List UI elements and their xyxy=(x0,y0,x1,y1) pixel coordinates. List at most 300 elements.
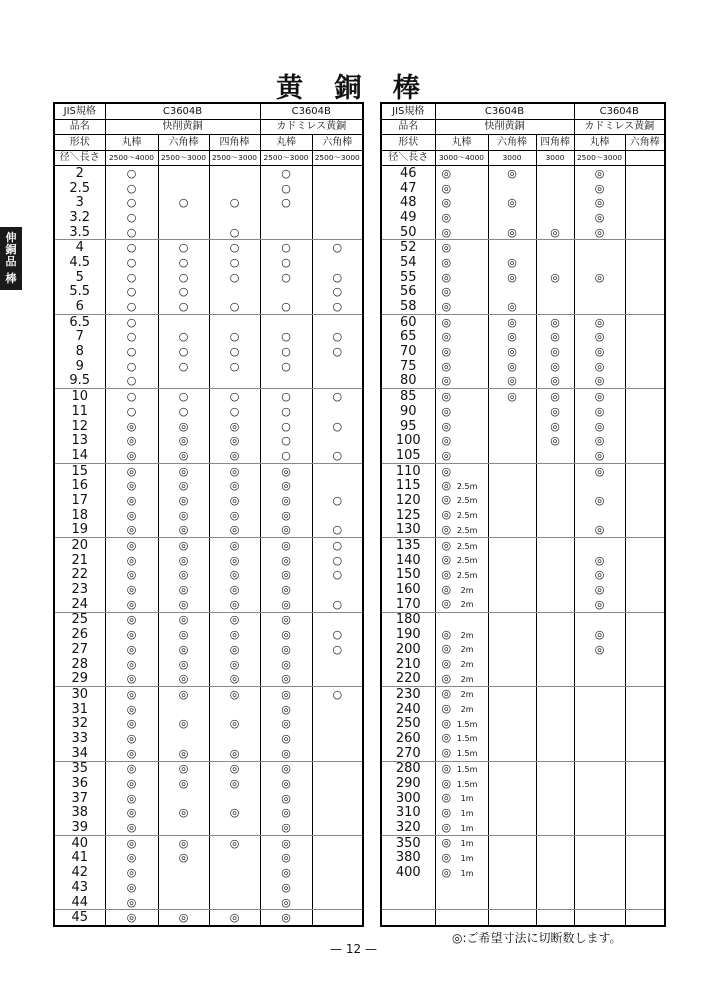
stock-cell xyxy=(574,716,625,731)
size-cell: 190 xyxy=(381,627,435,642)
size-cell: 110 xyxy=(381,463,435,478)
stock-cell xyxy=(625,671,665,686)
stock-cell: ◎ xyxy=(158,716,209,731)
stock-cell: ◎ xyxy=(209,761,260,776)
double-circle-icon: ◎ xyxy=(441,225,452,239)
stock-cell xyxy=(625,225,665,240)
stock-cell xyxy=(625,330,665,345)
stock-cell xyxy=(312,478,363,493)
stock-cell xyxy=(625,627,665,642)
table-row xyxy=(381,895,665,910)
shape-row xyxy=(381,135,665,151)
double-circle-icon: ◎ xyxy=(441,330,452,344)
stock-cell xyxy=(435,642,488,657)
shape-header: 六角棒 xyxy=(625,135,665,151)
stock-cell: ◎ xyxy=(488,166,536,181)
stock-cell: ◎ xyxy=(105,835,158,850)
size-cell: 160 xyxy=(381,582,435,597)
stock-cell: ◎ xyxy=(260,657,312,672)
stock-cell: ◎ xyxy=(158,746,209,761)
shape-label: 形状 xyxy=(381,135,435,151)
size-cell: 6 xyxy=(54,299,105,314)
stock-cell xyxy=(312,657,363,672)
size-cell: 10 xyxy=(54,389,105,404)
double-circle-icon: ◎ xyxy=(441,478,452,492)
stock-cell: ◎ xyxy=(574,627,625,642)
stock-cell xyxy=(488,463,536,478)
size-cell: 42 xyxy=(54,865,105,880)
double-circle-icon: ◎ xyxy=(441,657,452,671)
stock-cell xyxy=(312,508,363,523)
stock-cell: ○ xyxy=(260,433,312,448)
stock-cell: ◎ xyxy=(574,642,625,657)
stock-cell: ◎ xyxy=(158,463,209,478)
stock-cell: ◎ xyxy=(574,314,625,329)
stock-cell xyxy=(574,865,625,880)
stock-cell: ○ xyxy=(105,314,158,329)
table-row xyxy=(54,776,363,791)
stock-cell: ◎ xyxy=(574,553,625,568)
size-cell: 58 xyxy=(381,299,435,314)
double-circle-icon: ◎ xyxy=(441,582,452,596)
size-cell: 4.5 xyxy=(54,255,105,270)
stock-cell: ◎ xyxy=(260,702,312,717)
stock-cell: ○ xyxy=(312,523,363,538)
stock-cell xyxy=(312,716,363,731)
stock-cell xyxy=(435,389,488,404)
stock-cell: ○ xyxy=(209,389,260,404)
table-row xyxy=(381,612,665,627)
stock-cell: ◎ xyxy=(574,463,625,478)
stock-cell xyxy=(158,166,209,181)
stock-cell xyxy=(435,657,488,672)
stock-cell: ◎ xyxy=(536,419,574,434)
stock-cell: ◎ xyxy=(574,597,625,612)
length-note: 2m xyxy=(460,690,474,700)
stock-cell: ○ xyxy=(260,181,312,196)
stock-cell xyxy=(625,895,665,910)
stock-cell: ○ xyxy=(260,270,312,285)
stock-cell: ◎ xyxy=(158,627,209,642)
stock-cell xyxy=(625,687,665,702)
stock-cell xyxy=(574,671,625,686)
stock-cell: ◎ xyxy=(260,761,312,776)
stock-cell xyxy=(435,270,488,285)
stock-cell xyxy=(488,627,536,642)
table-row xyxy=(381,181,665,196)
table-row xyxy=(54,181,363,196)
stock-cell xyxy=(574,746,625,761)
stock-cell xyxy=(574,895,625,910)
table-row xyxy=(381,731,665,746)
double-circle-icon: ◎ xyxy=(441,702,452,716)
stock-cell xyxy=(625,255,665,270)
stock-cell xyxy=(312,776,363,791)
stock-cell xyxy=(435,702,488,717)
stock-cell xyxy=(625,582,665,597)
size-label: 径＼長さ xyxy=(54,150,105,166)
length-header: 2500～3000 xyxy=(312,150,363,166)
double-circle-icon: ◎ xyxy=(441,464,452,478)
stock-cell: ◎ xyxy=(158,538,209,553)
length-note: 2m xyxy=(460,630,474,640)
size-cell: 24 xyxy=(54,597,105,612)
stock-cell xyxy=(625,820,665,835)
stock-cell: ◎ xyxy=(105,508,158,523)
stock-cell xyxy=(435,225,488,240)
stock-cell xyxy=(625,433,665,448)
stock-cell: ○ xyxy=(260,195,312,210)
table-row xyxy=(54,582,363,597)
stock-cell: ◎ xyxy=(536,314,574,329)
stock-cell xyxy=(625,568,665,583)
table-row xyxy=(381,910,665,926)
size-cell: 260 xyxy=(381,731,435,746)
stock-cell: ○ xyxy=(260,359,312,374)
stock-cell xyxy=(435,210,488,225)
length-note: 1m xyxy=(460,808,474,818)
stock-cell xyxy=(488,597,536,612)
stock-cell: ○ xyxy=(260,344,312,359)
table-row xyxy=(381,702,665,717)
stock-cell: ◎ xyxy=(158,508,209,523)
stock-cell xyxy=(625,314,665,329)
double-circle-icon: ◎ xyxy=(441,493,452,507)
stock-cell: ○ xyxy=(312,597,363,612)
table-row xyxy=(54,195,363,210)
stock-cell xyxy=(209,880,260,895)
size-cell: 33 xyxy=(54,731,105,746)
table-row xyxy=(54,851,363,866)
size-cell: 135 xyxy=(381,538,435,553)
size-cell: 55 xyxy=(381,270,435,285)
size-cell: 100 xyxy=(381,433,435,448)
length-note: 2.5m xyxy=(456,511,478,521)
table-row xyxy=(381,463,665,478)
table-row xyxy=(381,210,665,225)
table-row xyxy=(54,240,363,255)
stock-cell: ○ xyxy=(312,642,363,657)
table-row xyxy=(381,240,665,255)
table-row xyxy=(381,285,665,300)
stock-table-right xyxy=(380,102,666,927)
stock-cell xyxy=(158,374,209,389)
table-row xyxy=(381,330,665,345)
shape-header: 丸棒 xyxy=(574,135,625,151)
stock-cell xyxy=(488,508,536,523)
stock-cell: ○ xyxy=(260,240,312,255)
table-row xyxy=(381,433,665,448)
table-row xyxy=(54,255,363,270)
table-row xyxy=(54,448,363,463)
side-tab-char: 棒 xyxy=(5,272,17,285)
table-row xyxy=(54,330,363,345)
stock-cell xyxy=(312,255,363,270)
stock-cell: ◎ xyxy=(260,582,312,597)
table-row xyxy=(381,761,665,776)
stock-cell xyxy=(625,880,665,895)
stock-cell xyxy=(574,776,625,791)
stock-cell xyxy=(536,657,574,672)
size-cell: 27 xyxy=(54,642,105,657)
stock-cell xyxy=(625,910,665,926)
stock-cell: ◎ xyxy=(488,330,536,345)
size-cell xyxy=(381,880,435,895)
length-note: 1.5m xyxy=(456,779,478,789)
table-row xyxy=(54,523,363,538)
stock-cell xyxy=(574,687,625,702)
stock-cell: ◎ xyxy=(260,642,312,657)
stock-cell xyxy=(312,463,363,478)
stock-cell: ◎ xyxy=(209,671,260,686)
size-cell: 350 xyxy=(381,835,435,850)
stock-cell xyxy=(209,820,260,835)
stock-cell xyxy=(158,314,209,329)
stock-cell xyxy=(435,746,488,761)
length-header: 2500～3000 xyxy=(158,150,209,166)
double-circle-icon: ◎ xyxy=(441,791,452,805)
stock-cell: ◎ xyxy=(209,835,260,850)
stock-cell: ◎ xyxy=(105,419,158,434)
table-row xyxy=(381,851,665,866)
table-row xyxy=(381,806,665,821)
table-row xyxy=(381,880,665,895)
stock-cell: ◎ xyxy=(158,671,209,686)
stock-cell: ◎ xyxy=(209,746,260,761)
size-cell: 20 xyxy=(54,538,105,553)
stock-cell xyxy=(488,776,536,791)
stock-cell: ◎ xyxy=(209,776,260,791)
stock-cell: ◎ xyxy=(105,627,158,642)
stock-cell xyxy=(625,478,665,493)
size-cell: 140 xyxy=(381,553,435,568)
stock-cell xyxy=(158,880,209,895)
size-cell: 6.5 xyxy=(54,314,105,329)
stock-cell xyxy=(536,493,574,508)
table-row xyxy=(54,225,363,240)
table-row xyxy=(54,627,363,642)
stock-cell xyxy=(435,910,488,926)
length-note: 1m xyxy=(460,839,474,849)
size-cell: 200 xyxy=(381,642,435,657)
stock-cell xyxy=(574,835,625,850)
stock-cell xyxy=(435,761,488,776)
stock-cell xyxy=(488,671,536,686)
table-row xyxy=(54,433,363,448)
stock-cell: ○ xyxy=(105,270,158,285)
table-row xyxy=(381,776,665,791)
stock-cell xyxy=(488,716,536,731)
stock-cell xyxy=(435,330,488,345)
stock-cell: ◎ xyxy=(209,910,260,926)
stock-cell xyxy=(488,568,536,583)
stock-cell: ◎ xyxy=(574,582,625,597)
stock-cell: ◎ xyxy=(209,478,260,493)
size-cell: 47 xyxy=(381,181,435,196)
stock-cell: ◎ xyxy=(536,225,574,240)
stock-cell xyxy=(435,433,488,448)
double-circle-icon: ◎ xyxy=(441,850,452,864)
stock-cell: ◎ xyxy=(209,582,260,597)
stock-cell xyxy=(625,493,665,508)
stock-cell: ◎ xyxy=(158,582,209,597)
length-row xyxy=(381,150,665,166)
size-cell: 70 xyxy=(381,344,435,359)
stock-cell xyxy=(574,240,625,255)
size-cell: 30 xyxy=(54,687,105,702)
length-note: 1.5m xyxy=(456,719,478,729)
stock-cell xyxy=(260,374,312,389)
stock-cell: ○ xyxy=(209,195,260,210)
double-circle-icon: ◎ xyxy=(441,746,452,760)
length-header: 2500～3000 xyxy=(209,150,260,166)
length-header: 2500～3000 xyxy=(260,150,312,166)
size-cell: 170 xyxy=(381,597,435,612)
stock-cell xyxy=(625,538,665,553)
stock-cell xyxy=(625,731,665,746)
stock-cell xyxy=(435,776,488,791)
stock-cell xyxy=(536,582,574,597)
table-row xyxy=(54,791,363,806)
stock-cell xyxy=(536,702,574,717)
length-header xyxy=(625,150,665,166)
length-note: 1m xyxy=(460,823,474,833)
stock-cell: ○ xyxy=(209,225,260,240)
table-row xyxy=(381,448,665,463)
stock-cell xyxy=(435,404,488,419)
table-row xyxy=(54,553,363,568)
stock-cell: ○ xyxy=(158,299,209,314)
stock-cell: ◎ xyxy=(158,478,209,493)
stock-cell: ◎ xyxy=(574,448,625,463)
length-note: 2.5m xyxy=(456,556,478,566)
stock-cell: ◎ xyxy=(574,404,625,419)
stock-cell: ○ xyxy=(209,240,260,255)
stock-cell: ○ xyxy=(312,493,363,508)
table-row xyxy=(54,478,363,493)
size-cell: 15 xyxy=(54,463,105,478)
stock-cell xyxy=(536,448,574,463)
stock-cell: ○ xyxy=(260,299,312,314)
table-row xyxy=(381,582,665,597)
stock-cell xyxy=(625,791,665,806)
table-row xyxy=(54,880,363,895)
name-value: 快削黄銅 xyxy=(105,119,260,135)
stock-cell xyxy=(625,865,665,880)
stock-cell: ○ xyxy=(105,404,158,419)
stock-cell: ◎ xyxy=(574,568,625,583)
stock-cell: ◎ xyxy=(105,448,158,463)
stock-cell xyxy=(435,835,488,850)
stock-cell: ○ xyxy=(158,404,209,419)
size-cell: 120 xyxy=(381,493,435,508)
stock-cell: ◎ xyxy=(488,374,536,389)
stock-cell: ◎ xyxy=(536,389,574,404)
size-cell: 9 xyxy=(54,359,105,374)
stock-cell: ○ xyxy=(105,210,158,225)
stock-cell xyxy=(435,716,488,731)
stock-cell xyxy=(435,806,488,821)
size-cell: 5.5 xyxy=(54,285,105,300)
stock-cell: ◎ xyxy=(158,657,209,672)
shape-header: 丸棒 xyxy=(105,135,158,151)
stock-cell xyxy=(536,731,574,746)
stock-cell: ○ xyxy=(312,240,363,255)
table-row xyxy=(54,865,363,880)
stock-cell: ◎ xyxy=(209,568,260,583)
stock-cell xyxy=(312,820,363,835)
size-cell: 37 xyxy=(54,791,105,806)
stock-cell: ○ xyxy=(105,359,158,374)
name-label: 品名 xyxy=(381,119,435,135)
stock-cell: ◎ xyxy=(105,478,158,493)
table-row xyxy=(54,404,363,419)
double-circle-icon: ◎ xyxy=(441,448,452,462)
shape-header: 六角棒 xyxy=(158,135,209,151)
stock-cell xyxy=(536,642,574,657)
stock-cell xyxy=(536,820,574,835)
stock-cell xyxy=(625,404,665,419)
stock-cell xyxy=(574,702,625,717)
stock-cell xyxy=(536,210,574,225)
side-tab-char: 品 xyxy=(5,255,17,268)
double-circle-icon: ◎ xyxy=(441,404,452,418)
stock-cell xyxy=(625,374,665,389)
name-value: カドミレス黄銅 xyxy=(574,119,665,135)
size-cell: 49 xyxy=(381,210,435,225)
stock-cell xyxy=(536,597,574,612)
stock-cell xyxy=(488,210,536,225)
table-row xyxy=(381,255,665,270)
stock-cell xyxy=(435,612,488,627)
stock-cell: ○ xyxy=(158,359,209,374)
stock-cell: ○ xyxy=(105,344,158,359)
stock-cell xyxy=(312,582,363,597)
stock-cell: ◎ xyxy=(158,612,209,627)
stock-cell: ○ xyxy=(312,344,363,359)
stock-cell xyxy=(158,820,209,835)
table-row xyxy=(381,791,665,806)
stock-cell: ◎ xyxy=(209,657,260,672)
size-cell: 38 xyxy=(54,806,105,821)
stock-cell xyxy=(312,835,363,850)
stock-cell xyxy=(574,880,625,895)
double-circle-icon: ◎ xyxy=(441,567,452,581)
stock-cell: ◎ xyxy=(260,851,312,866)
table-row xyxy=(54,820,363,835)
stock-cell: ◎ xyxy=(574,344,625,359)
stock-cell xyxy=(312,433,363,448)
stock-cell xyxy=(312,612,363,627)
stock-cell xyxy=(158,791,209,806)
size-cell: 16 xyxy=(54,478,105,493)
stock-cell xyxy=(435,865,488,880)
table-row xyxy=(381,359,665,374)
stock-cell xyxy=(625,166,665,181)
stock-cell xyxy=(435,627,488,642)
stock-cell: ◎ xyxy=(105,851,158,866)
size-cell: 5 xyxy=(54,270,105,285)
double-circle-icon: ◎ xyxy=(441,300,452,314)
table-row xyxy=(381,553,665,568)
stock-cell: ◎ xyxy=(574,359,625,374)
size-cell: 13 xyxy=(54,433,105,448)
size-cell: 23 xyxy=(54,582,105,597)
table-row xyxy=(54,419,363,434)
table-row xyxy=(381,344,665,359)
length-note: 1.5m xyxy=(456,764,478,774)
stock-cell xyxy=(536,671,574,686)
